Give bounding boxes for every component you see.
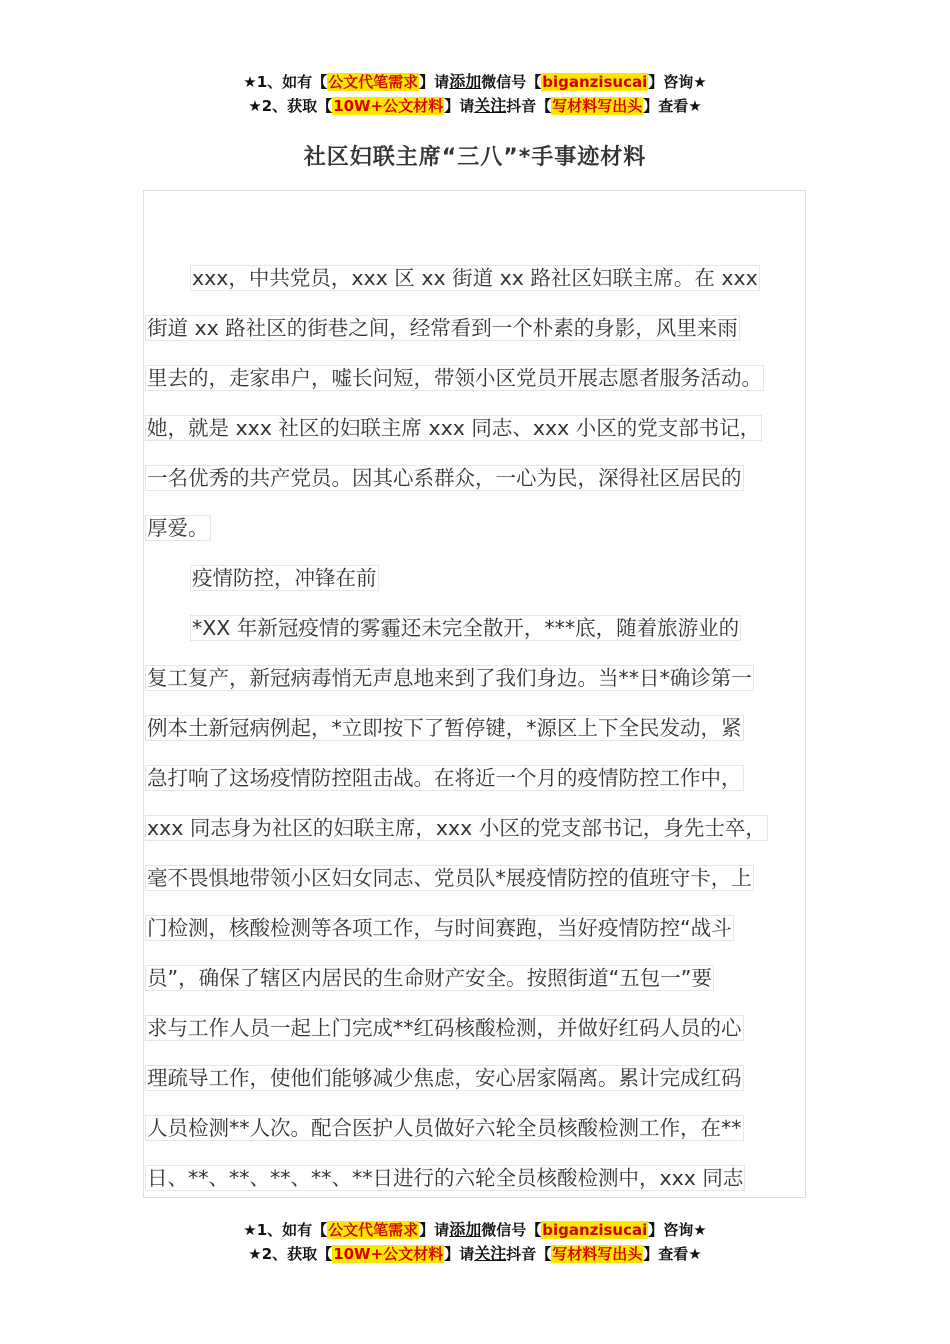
banner-highlight: 10W+公文材料 <box>333 1245 444 1263</box>
banner-text: 】请 <box>444 97 475 115</box>
text-line <box>145 303 817 353</box>
banner-emphasis: 添加 <box>449 72 482 91</box>
banner-highlight: 公文代笔需求 <box>328 1221 419 1239</box>
text-line <box>145 253 817 303</box>
banner-text: 】咨询★ <box>648 1221 707 1239</box>
banner-text: 微信号【 <box>481 1221 542 1239</box>
text-line <box>145 1053 817 1103</box>
line-text: 急打响了这场疫情防控阻击战。在将近一个月的疫情防控工作中， <box>147 766 742 790</box>
text-line <box>145 903 817 953</box>
banner-text: ★1、如有【 <box>243 1221 328 1239</box>
line-text: 毫不畏惧地带领小区妇女同志、党员队*展疫情防控的值班守卡，上 <box>147 866 752 890</box>
line-text: 一名优秀的共产党员。因其心系群众，一心为民，深得社区居民的 <box>147 466 742 490</box>
banner-text: 微信号【 <box>481 73 542 91</box>
line-text: 疫情防控，冲锋在前 <box>192 566 377 590</box>
line-text: xxx，中共党员，xxx 区 xx 街道 xx 路社区妇联主席。在 xxx <box>192 266 758 290</box>
text-line <box>145 703 817 753</box>
text-line <box>145 503 817 553</box>
banner-highlight: 10W+公文材料 <box>333 97 444 115</box>
text-line <box>145 403 817 453</box>
line-text: 日、**、**、**、**、**日进行的六轮全员核酸检测中，xxx 同志 <box>147 1166 744 1190</box>
banner-line-2 <box>0 1242 950 1266</box>
text-line <box>145 353 817 403</box>
banner-text: 】咨询★ <box>648 73 707 91</box>
line-text: 复工复产，新冠病毒悄无声息地来到了我们身边。当**日*确诊第一 <box>147 666 752 690</box>
banner-text: ★2、获取【 <box>248 97 333 115</box>
banner-line-2 <box>0 94 950 118</box>
section-heading <box>145 553 817 603</box>
banner-highlight: biganzisucai <box>542 73 648 91</box>
text-line <box>145 1103 817 1153</box>
banner-text: 】查看★ <box>643 97 702 115</box>
banner-line-1 <box>0 1218 950 1242</box>
banner-highlight: biganzisucai <box>542 1221 648 1239</box>
line-text: 例本土新冠病例起，*立即按下了暂停键，*源区上下全民发动，紧 <box>147 716 742 740</box>
banner-text: ★2、获取【 <box>248 1245 333 1263</box>
text-line <box>145 1153 817 1203</box>
banner-text: 】请 <box>419 1221 450 1239</box>
banner-highlight: 写材料写出头 <box>552 1245 643 1263</box>
line-text: 街道 xx 路社区的街巷之间，经常看到一个朴素的身影，风里来雨 <box>147 316 738 340</box>
banner-text: 】请 <box>419 73 450 91</box>
text-line <box>145 1003 817 1053</box>
top-banner <box>0 70 950 118</box>
line-text: 她，就是 xxx 社区的妇联主席 xxx 同志、xxx 小区的党支部书记， <box>147 416 761 440</box>
banner-emphasis: 关注 <box>474 96 507 115</box>
document-title: 社区妇联主席“三八”*手事迹材料 <box>303 145 647 170</box>
text-line <box>145 653 817 703</box>
text-line <box>145 753 817 803</box>
text-line <box>145 453 817 503</box>
banner-text: 抖音【 <box>506 97 552 115</box>
line-text: *XX 年新冠疫情的雾霾还未完全散开，***底，随着旅游业的 <box>192 616 740 640</box>
line-text: 求与工作人员一起上门完成**红码核酸检测，并做好红码人员的心 <box>147 1016 742 1040</box>
document-body <box>145 253 817 1203</box>
text-line <box>145 603 817 653</box>
bottom-banner <box>0 1218 950 1266</box>
text-line <box>145 803 817 853</box>
banner-emphasis: 添加 <box>449 1220 482 1239</box>
banner-text: 抖音【 <box>506 1245 552 1263</box>
banner-text: 】请 <box>444 1245 475 1263</box>
line-text: 员”，确保了辖区内居民的生命财产安全。按照街道“五包一”要 <box>147 966 712 990</box>
banner-text: ★1、如有【 <box>243 73 328 91</box>
line-text: 人员检测**人次。配合医护人员做好六轮全员核酸检测工作，在** <box>147 1116 742 1140</box>
banner-line-1 <box>0 70 950 94</box>
line-text: xxx 同志身为社区的妇联主席，xxx 小区的党支部书记，身先士卒， <box>147 816 766 840</box>
text-line <box>145 853 817 903</box>
line-text: 里去的，走家串户，嘘长问短，带领小区党员开展志愿者服务活动。 <box>147 366 762 390</box>
banner-emphasis: 关注 <box>474 1244 507 1263</box>
banner-highlight: 公文代笔需求 <box>328 73 419 91</box>
line-text: 门检测，核酸检测等各项工作，与时间赛跑，当好疫情防控“战斗 <box>147 916 732 940</box>
line-text: 理疏导工作，使他们能够减少焦虑，安心居家隔离。累计完成红码 <box>147 1066 742 1090</box>
banner-highlight: 写材料写出头 <box>552 97 643 115</box>
line-text: 厚爱。 <box>147 516 209 540</box>
text-line <box>145 953 817 1003</box>
banner-text: 】查看★ <box>643 1245 702 1263</box>
